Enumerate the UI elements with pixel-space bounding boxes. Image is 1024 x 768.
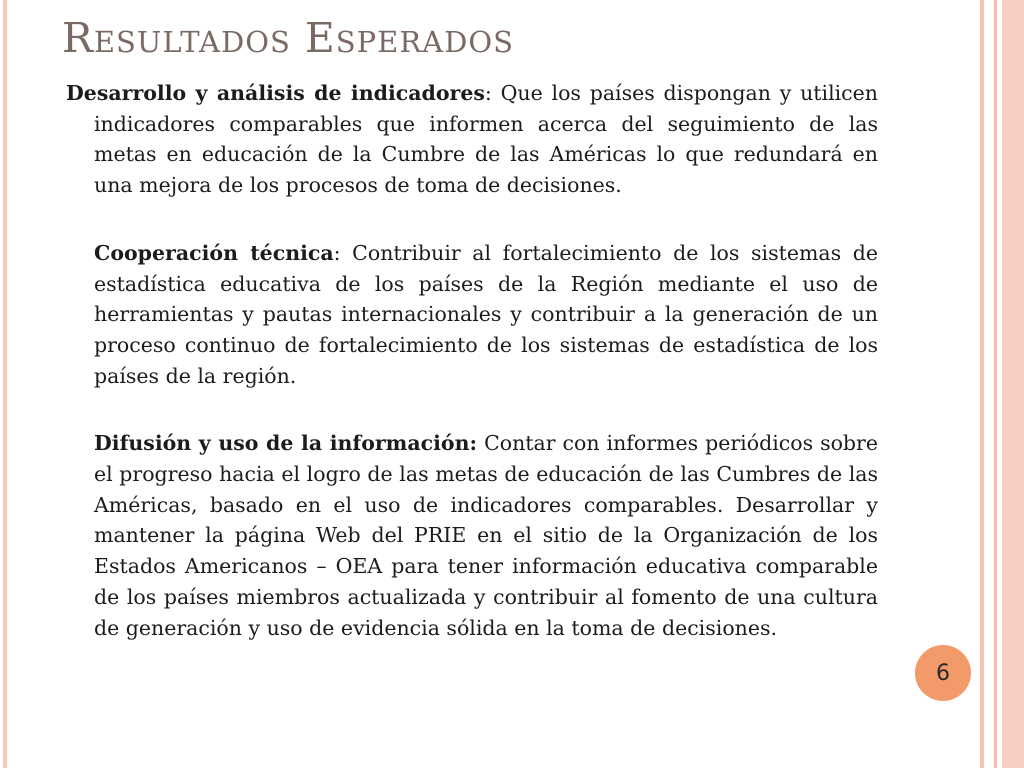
left-border-line bbox=[3, 0, 7, 768]
slide-body bbox=[66, 78, 878, 643]
heading-separator: : bbox=[484, 81, 492, 105]
stripe-wide bbox=[1002, 0, 1024, 768]
paragraph-body: Contribuir al fortalecimiento de los sistemas de estadística educativa de los países de la Región mediante el uso de herramientas y pautas internacionales y contribuir a la generación de un proceso continuo de fortalecimiento de los sistemas de estadística de los países de la región. bbox=[94, 240, 878, 388]
stripe-gap bbox=[984, 0, 994, 768]
slide-title: Resultados Esperados bbox=[62, 14, 515, 62]
paragraph-heading: Cooperación técnica bbox=[94, 240, 334, 265]
paragraph-body: Contar con informes periódicos sobre el progreso hacia el logro de las metas de educación de las Cumbres de las Américas, basado en el uso de indicadores comparables. Desarrollar y mantener la página Web del PRIE en el sitio de la Organización de los Estados Americanos – OEA para tener información educativa comparable de los países miembros actualizada y contribuir al fomento de una cultura de generación y uso de evidencia sólida en la toma de decisiones. bbox=[94, 431, 878, 640]
paragraph-cooperacion bbox=[66, 238, 878, 392]
paragraph-body: Que los países dispongan y utilicen indicadores comparables que informen acerca del seguimiento de las metas en educación de la Cumbre de las Américas lo que redundará en una mejora de los procesos de toma de decisiones. bbox=[94, 81, 879, 198]
heading-separator: : bbox=[333, 240, 341, 265]
paragraph-indicadores bbox=[66, 78, 878, 201]
paragraph-heading: Difusión y uso de la información: bbox=[94, 431, 478, 456]
paragraph-heading: Desarrollo y análisis de indicadores bbox=[66, 81, 485, 105]
right-decorative-stripes bbox=[980, 0, 1024, 768]
page-number-badge: 6 bbox=[915, 645, 971, 701]
paragraph-difusion bbox=[66, 428, 878, 643]
